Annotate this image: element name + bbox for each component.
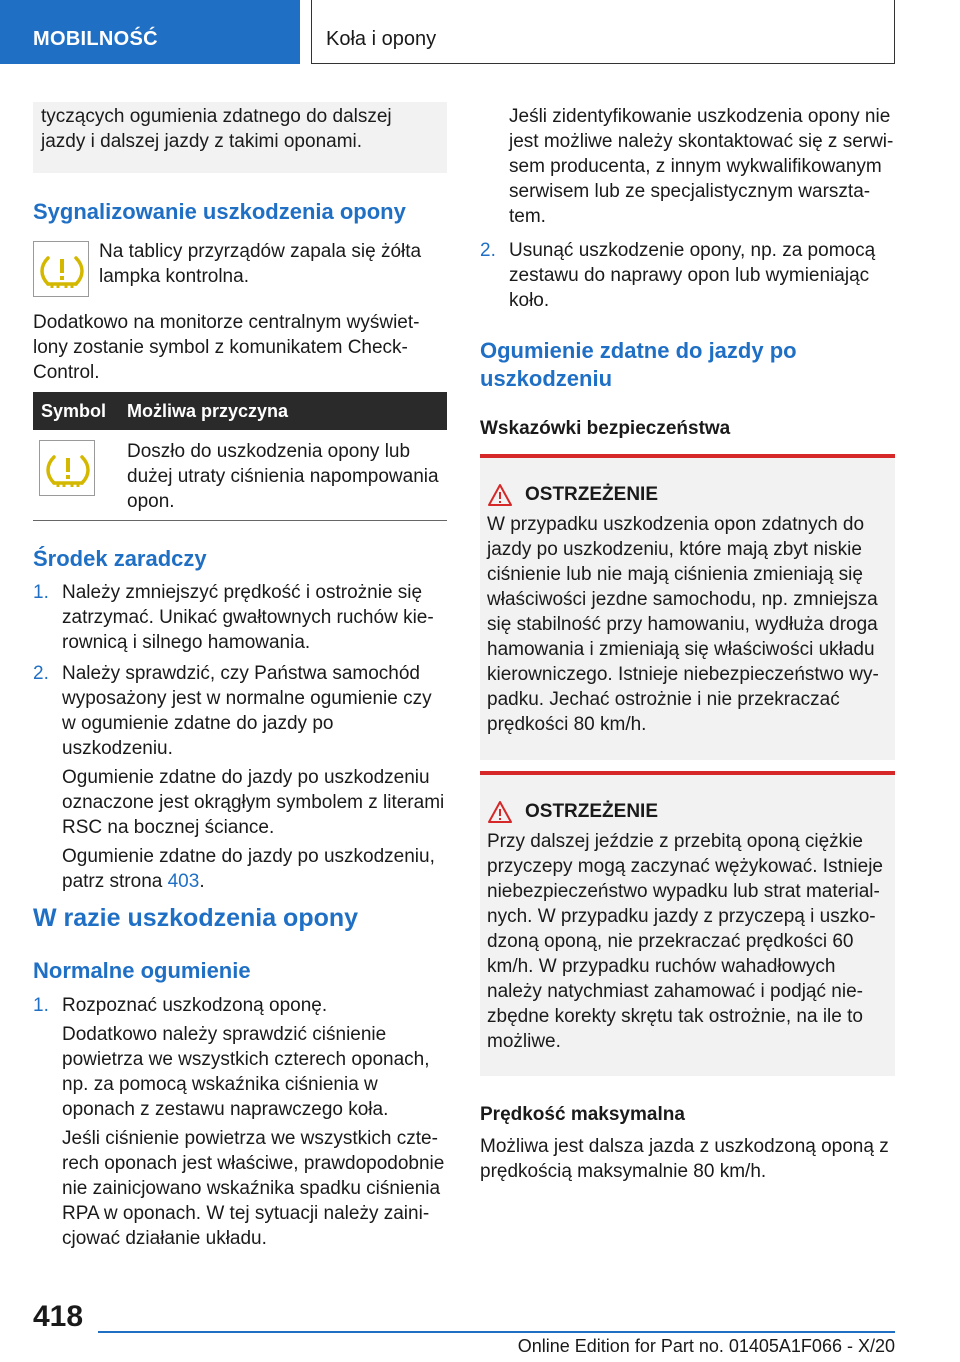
edition-text: Online Edition for Part no. 01405A1F066 - X/20 [517, 1336, 895, 1356]
srodek-zaradczy-heading: Środek zaradczy [33, 546, 207, 571]
sygnalizowanie-heading: Sygnalizowanie uszkodzenia opony [33, 199, 406, 224]
tire-pressure-warning-icon [40, 441, 96, 497]
rsc-marking-text: Ogumienie zdatne do jazdy po uszkodzeniu oznaczone jest okrągłym symbolem z literami RSC na bocznej ściance. [62, 767, 445, 838]
normal-steps [33, 993, 447, 1251]
list-item [33, 1022, 447, 1251]
table-symbol-cell [39, 440, 95, 496]
normalne-ogumienie-heading: Normalne ogumienie [33, 958, 251, 983]
list-item [480, 238, 895, 313]
table-col-symbol: Symbol [41, 401, 107, 421]
step-text: Należy zmniejszyć prędkość i ostrożnie się zatrzymać. Unikać gwałtownych ruchów kierownicą i silnego hamowania. [62, 582, 434, 653]
rsc-reference-after: . [199, 871, 205, 892]
warning-triangle-icon [487, 800, 513, 824]
page-number: 418 [33, 1300, 84, 1333]
section-tab[interactable]: MOBILNOŚĆ [0, 0, 300, 64]
list-item [33, 765, 447, 894]
sygnalizowanie-paragraph: Dodatkowo na monitorze centralnym wyświetlony zostanie symbol z komunikatem Check-Control. [33, 312, 420, 383]
list-item [33, 580, 447, 655]
warning-text: W przypadku uszkodzenia opon zdatnych do jazdy po uszkodzeniu, które mają zbyt niskie ciśnienie lub nie mają ciśnienia zmieniają się właściwości jezdne samochodu, np. zmniejsza się stabilność przy hamowaniu, wydłuża droga hamowania i zmieniają się właściwości układu kierowniczego. Istnieje niebezpieczeństwo wypadku. Jechać ostrożnie i nie przekraczać prędkości 80 km/h. [487, 514, 879, 735]
warning-title [525, 799, 887, 825]
warning-title [525, 482, 887, 508]
remedy-steps [33, 580, 447, 894]
rsc-reference-text [62, 844, 447, 894]
table-cause-cell: Doszło do uszkodzenia opony lub dużej utraty ciśnienia napompowania opon. [127, 441, 439, 512]
step-text: Usunąć uszkodzenie opony, np. za pomocą zestawu do naprawy opon lub wymieniając koło. [509, 240, 876, 311]
warning-title-text: OSTRZEŻENIE [525, 484, 659, 505]
warning-text: Przy dalszej jeździe z przebitą oponą ciężkie przyczepy mogą zaczynać wężykować. Istnieje niebezpieczeństwo wypadku lub strat materialnych. W przypadku jazdy z przyczepą i uszkodzoną oponą, nie przekraczać prędkości 60 km/h. W przypadku ruchów wahadłowych należy natychmiast zahamować i podjąć niezbędne korekty skrętu tak ostrożnie, na ile to możliwe. [487, 831, 883, 1052]
rsc-heading: Ogumienie zdatne do jazdy po uszkodzeniu [480, 338, 797, 391]
step-text: Rozpoznać uszkodzoną oponę. [62, 995, 328, 1016]
sygnalizowanie-lamp-text: Na tablicy przyrządów zapala się żółta lampka kontrolna. [99, 241, 422, 287]
safety-heading: Wskazówki bezpieczeństwa [480, 418, 731, 439]
warning-box-2 [480, 771, 895, 1076]
step-number: 2. [480, 240, 496, 261]
intro-text: tyczących ogumienia zdatnego do dalszej jazdy i dalszej jazdy z takimi oponami. [41, 106, 392, 152]
table-bottom-rule [33, 520, 447, 521]
step-number: 1. [33, 582, 49, 603]
page-link-403[interactable]: 403 [167, 871, 200, 892]
warning-box-1 [480, 454, 895, 760]
warning-triangle-icon [487, 483, 513, 507]
list-item [33, 661, 447, 761]
repair-steps [480, 238, 895, 313]
rsc-reference-before: Ogumienie zdatne do jazdy po uszkodzeniu, patrz strona [62, 846, 435, 892]
contact-service-text: Jeśli zidentyfikowanie uszkodzenia opony nie jest możliwe należy skontaktować się z serwisem producenta, z innym wykwalifikowanym serwisem lub ze specjalistycznym warsztatem. [509, 106, 894, 227]
footer-rule [98, 1331, 895, 1333]
intro-box [33, 102, 447, 173]
pressure-check-text: Dodatkowo należy sprawdzić ciśnienie powietrza we wszystkich czterech oponach, np. za pomocą wskaźnika ciśnienia w oponach z zestawu naprawczego koła. [62, 1024, 430, 1120]
tpms-icon-box [33, 241, 89, 297]
warning-title-text: OSTRZEŻENIE [525, 801, 659, 822]
step-text: Należy sprawdzić, czy Państwa samochód wyposażony jest w normalne ogumienie czy w ogumienie zdatne do jazdy po uszkodzeniu. [62, 663, 432, 759]
table-col-cause: Możliwa przyczyna [127, 401, 289, 421]
step-number: 1. [33, 995, 49, 1016]
uszkodzenie-heading: W razie uszkodzenia opony [33, 904, 359, 932]
rpa-init-text: Jeśli ciśnienie powietrza we wszystkich czterech oponach jest właściwe, prawdopodobnie nie zainicjowano wskaźnika spadku ciśnienia RPA w oponach. W tej sytuacji należy zainicjować działanie układu. [62, 1128, 445, 1249]
max-speed-text: Możliwa jest dalsza jazda z uszkodzoną oponą z prędkością maksymalnie 80 km/h. [480, 1136, 889, 1182]
tire-pressure-warning-icon [34, 242, 90, 298]
max-speed-heading: Prędkość maksymalna [480, 1104, 685, 1125]
symbol-table-header [33, 392, 447, 430]
list-item [33, 993, 447, 1018]
step-number: 2. [33, 663, 49, 684]
chapter-title: Koła i opony [311, 0, 895, 64]
